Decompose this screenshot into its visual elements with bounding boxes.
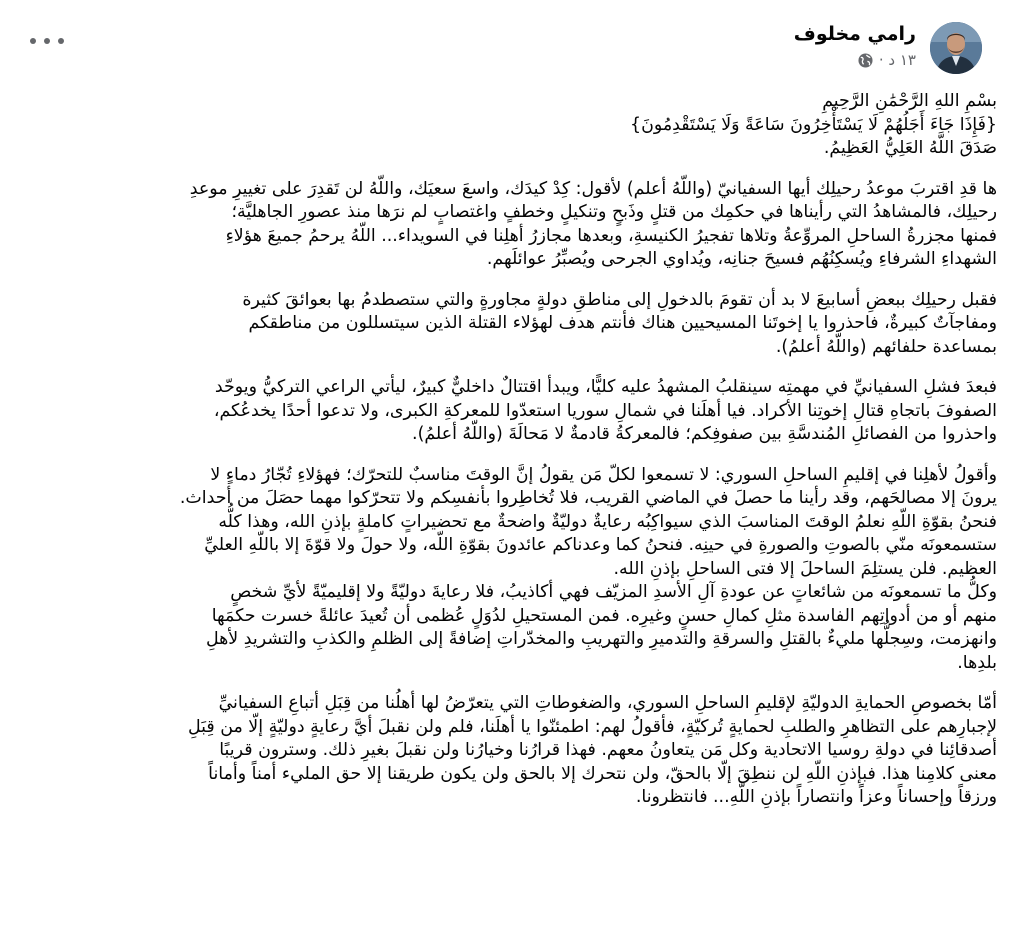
post-text-line: الصفوفَ باتجاهِ قتالِ إخوتِنا الأكراد. فيا أهلَنا في شمالِ سوريا استعدّوا للمعركةِ الكبرى، ولا تدعوا أحدًا يخدعُكم، <box>213 400 997 421</box>
post-text-line: واحذروا من الفصائلِ المُندسَّةِ بين صفوفِكم؛ فالمعركةُ قادمةٌ لا مَحالَةَ (واللّهُ أعلمُ). <box>412 424 997 444</box>
post-text-line: صَدَقَ اللَّهُ العَلِيُّ العَظِيمُ. <box>823 138 997 158</box>
post-paragraph <box>32 376 997 447</box>
post-text-line: وأقولُ لأهلِنا في إقليمِ الساحلِ السوري: لا تسمعوا لكلّ مَن يقولُ إنَّ الوقتَ مناسبٌ للتحرّك؛ فهؤلاءِ تُجّارُ دماءٍ لا <box>210 464 997 485</box>
more-options-icon[interactable] <box>30 30 64 52</box>
post-text-line: ها قدِ اقتربَ موعدُ رحيلِك أيها السفيانيّ (واللّهُ أعلم) لأقول: كِدْ كيدَك، واسعَ سعيَك، واللّهُ لن تَقدِرَ على تغييرِ موعدِ <box>189 178 997 199</box>
post-text-line: فمنها مجزرةُ الساحلِ المروِّعةُ وتلاها تفجيرُ الكنيسةِ، وبعدها مجازرُ أهلِنا في السويداء... اللّهُ يرحمُ جميعَ هؤلاءِ <box>225 225 997 246</box>
post-text-line: {فَإِذَا جَاءَ أَجَلُهُمْ لَا يَسْتَأْخِرُونَ سَاعَةً وَلَا يَسْتَقْدِمُونَ} <box>630 114 997 135</box>
post-text-line: ومفاجآتٌ كبيرةٌ، فاحذروا يا إخوتَنا المسيحيين هناك فأنتم هدف لهؤلاء القتلة الذين سيتسللون من مناطقكم <box>248 313 997 333</box>
post-time[interactable]: ١٣ د · <box>878 51 916 69</box>
author-name[interactable]: رامي مخلوف <box>793 23 916 45</box>
post-text-line: لإجبارِهم على التظاهرِ والطلبِ لحمايةٍ تُركيّةٍ، فأقولُ لهم: اطمئنّوا يا أهلَنا، فلم ولن نقبلَ أيَّ رعايةٍ دوليّةٍ إلّا من قِبَلِ <box>187 716 997 737</box>
globe-icon[interactable] <box>858 53 873 68</box>
post-text-line: بمساعدة حلفائهم (واللّهُ أعلمُ). <box>775 336 997 357</box>
post-text-line: العظيم. فلن يستلِمَ الساحلَ إلا فتى الساحلِ بإذنِ الله. <box>613 558 997 579</box>
post-text-line: ستسمعونَه منّي بالصوتِ والصورةِ في حينِه. فنحنُ كما وعدناكم عائدونَ بقوّةِ اللّه، ولا حولَ ولا قوّةَ إلا باللّهِ العليِّ <box>204 535 997 555</box>
post-text-line: فنحنُ بقوّةِ اللّهِ نعلمُ الوقتَ المناسبَ الذي سيواكِبُه رعايةٌ دوليّةٌ واضحةٌ مع تحضيراتٍ كاملةٍ بإذنِ الله، وهذا كلُّه <box>218 511 997 532</box>
post-text-line: معنى كلامِنا هذا. فبإذنِ اللّهِ لن ننطِقَ إلّا بالحقّ، ولن نتحرك إلا بالحق ولن يكون طريقنا إلا حق المليء أمناً وأماناً <box>208 763 997 784</box>
post-text-line: بلدِها. <box>957 652 997 673</box>
post-text-line: ورزقاً وإحساناً وعزاً وانتصاراً بإذنِ اللّهِ... فانتظرونا. <box>635 787 997 807</box>
post-text-line: رحيلِك، فالمشاهدُ التي رأيناها في حكمِك من قتلٍ وذَبحٍ وتنكيلٍ وخطفٍ واغتصابٍ لم نرَها منذ عصورِ الجاهليَّة؛ <box>231 202 997 222</box>
post-text-line: فقبل رحيلِك ببعضِ أسابيعَ لا بد أن تقومَ بالدخولِ إلى مناطقِ دولةٍ مجاورةٍ والتي ستصطدمُ بها بعوائقَ كثيرة <box>242 289 997 310</box>
post-text-line: منهم أو من أدواتِهم الفاسدة مثلِ كمالِ حسنٍ وغيرِه. فمن المستحيلِ لدُوَلٍ عُظمى أن تُعيدَ عائلةً خسرت حكمَها <box>211 605 997 626</box>
post-text-line: أصدقائِنا في دولةِ روسيا الاتحادية وكل مَن يتعاونُ معهم. فهذا قرارُنا وخيارُنا ولن نقبلَ بغيرِ ذلك. وسترون قريبًا <box>219 740 997 760</box>
post-header <box>594 14 994 84</box>
post-text-line: بسْمِ اللهِ الرَّحْمَٰنِ الرَّحِيمِ <box>822 91 997 111</box>
post-paragraph <box>32 464 997 676</box>
post-meta <box>858 50 916 70</box>
post-text <box>32 90 997 827</box>
profile-photo <box>930 22 982 74</box>
post-text-line: وانهزمت، وسِجلُّها مليءٌ بالقتلِ والسرقةِ والتدميرِ والتهريبِ والمخدّراتِ إضافةً إلى الظلمِ والكذبِ والتشريدِ لأهلِ <box>205 629 997 649</box>
post-paragraph <box>32 90 997 161</box>
post-paragraph <box>32 692 997 810</box>
post-paragraph <box>32 289 997 360</box>
post-paragraph <box>32 178 997 272</box>
post-text-line: يرونَ إلا مصالحَهم، وقد رأينا ما حصلَ في الماضي القريب، فلا تُخاطِروا بأنفسِكم ولا تتحرّكوا مهما حصَلَ من أحداث. <box>179 488 997 508</box>
avatar[interactable] <box>930 22 982 74</box>
post-text-line: أمّا بخصوصِ الحمايةِ الدوليّةِ لإقليمِ الساحلِ السوري، والضغوطاتِ التي يتعرّضُ لها أهلُنا من قِبَلِ أتباعِ السفيانيِّ <box>218 693 997 713</box>
post-text-line: فبعدَ فشلِ السفيانيِّ في مهمتِه سينقلبُ المشهدُ عليه كليًّا، ويبدأ اقتتالٌ داخليٌّ كبيرٌ، ليأتي الراعي التركيُّ ويوحّد <box>214 377 997 397</box>
post-text-line: وكلُّ ما تسمعونَه من شائعاتٍ عن عودةِ آلِ الأسدِ المزيّف فهي أكاذيبُ، فلا رعايةَ دوليّةً ولا إقليميّةً لأيِّ شخصٍ <box>230 582 997 602</box>
post-text-line: الشهداءِ الشرفاءِ ويُسكِنُهُم فسيحَ جنانِه، ويُداوي الجرحى ويُصبِّرُ عوائلَهم. <box>486 249 997 269</box>
